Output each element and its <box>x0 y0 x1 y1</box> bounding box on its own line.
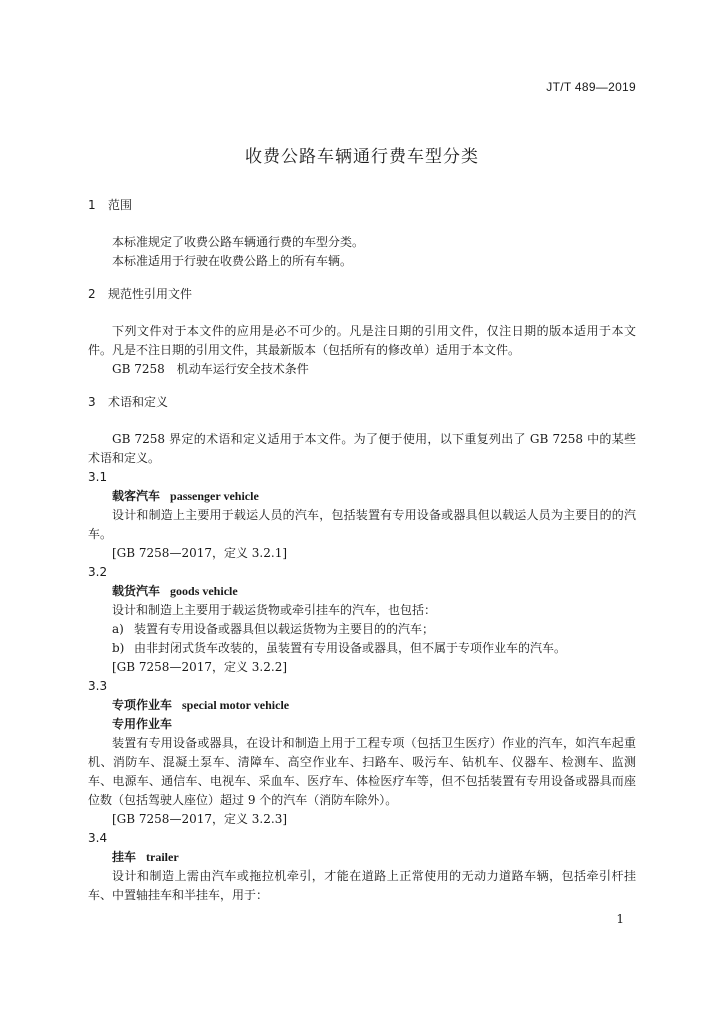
list-item: b) 由非封闭式货车改装的，虽装置有专用设备或器具，但不属于专项作业车的汽车。 <box>112 641 567 655</box>
admitted-term: 专用作业车 <box>112 717 173 731</box>
term-entry: 载货汽车 goods vehicle <box>112 584 238 598</box>
term-entry: 专项作业车 special motor vehicle <box>112 698 290 712</box>
term-definition: 设计和制造上主要用于载运人员的汽车，包括装置有专用设备或器具但以载运人员为主要目的的汽车。 <box>88 508 636 541</box>
clause-number: 3.2 <box>88 565 108 579</box>
term-source: [GB 7258—2017，定义 3.2.3] <box>112 812 288 826</box>
clause-number: 3.4 <box>88 831 108 845</box>
term-definition: 设计和制造上主要用于载运货物或牵引挂车的汽车，也包括： <box>112 603 437 617</box>
standard-code: JT/T 489—2019 <box>546 80 636 94</box>
document-body <box>88 196 636 905</box>
section-1-heading: 1 范围 <box>88 198 133 212</box>
clause-number: 3.1 <box>88 470 108 484</box>
term-source: [GB 7258—2017，定义 3.2.1] <box>112 546 288 560</box>
normative-reference: GB 7258 机动车运行安全技术条件 <box>112 362 309 376</box>
paragraph: 下列文件对于本文件的应用是必不可少的。凡是注日期的引用文件，仅注日期的版本适用于本文件。凡是不注日期的引用文件，其最新版本（包括所有的修改单）适用于本文件。 <box>88 324 636 357</box>
term-definition: 设计和制造上需由汽车或拖拉机牵引，才能在道路上正常使用的无动力道路车辆，包括牵引杆挂车、中置轴挂车和半挂车，用于： <box>88 869 636 902</box>
paragraph: GB 7258 界定的术语和定义适用于本文件。为了便于使用，以下重复列出了 GB 7258 中的某些术语和定义。 <box>88 432 636 465</box>
term-definition: 装置有专用设备或器具，在设计和制造上用于工程专项（包括卫生医疗）作业的汽车，如汽车起重机、消防车、混凝土泵车、清障车、高空作业车、扫路车、吸污车、钻机车、仪器车、检测车、监测车、电源车、通信车、电视车、采血车、医疗车、体检医疗车等，但不包括装置有专用设备或器具而座位数（包括驾驶人座位）超过 9 个的汽车（消防车除外）。 <box>88 736 636 807</box>
section-2-heading: 2 规范性引用文件 <box>88 287 193 301</box>
document-title: 收费公路车辆通行费车型分类 <box>245 147 479 167</box>
page-number: 1 <box>616 912 624 926</box>
term-entry: 挂车 trailer <box>112 850 179 864</box>
list-item: a) 装置有专用设备或器具但以载运货物为主要目的的汽车； <box>112 622 435 636</box>
paragraph: 本标准适用于行驶在收费公路上的所有车辆。 <box>112 254 353 268</box>
clause-number: 3.3 <box>88 679 108 693</box>
paragraph: 本标准规定了收费公路车辆通行费的车型分类。 <box>112 235 365 249</box>
term-source: [GB 7258—2017，定义 3.2.2] <box>112 660 288 674</box>
section-3-heading: 3 术语和定义 <box>88 395 169 409</box>
term-entry: 载客汽车 passenger vehicle <box>112 489 259 503</box>
